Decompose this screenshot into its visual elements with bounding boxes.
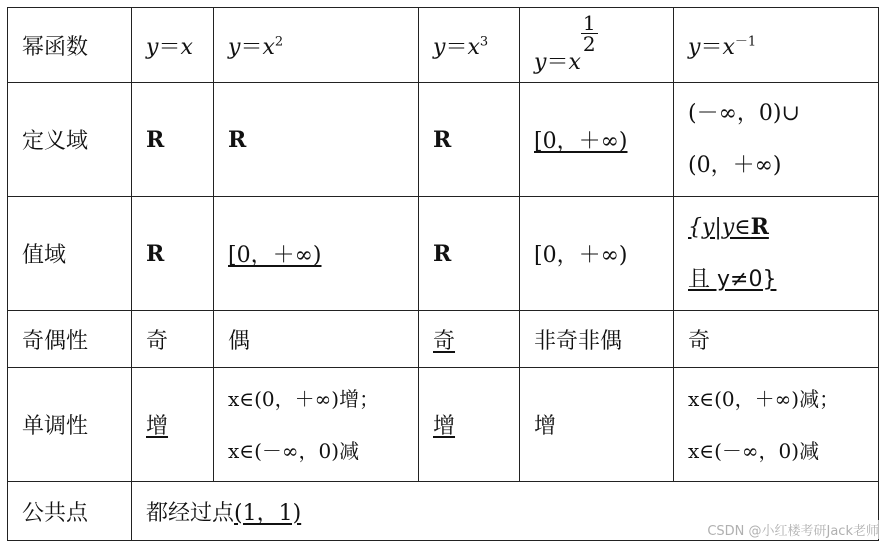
- range-label-cell: [8, 197, 132, 311]
- domain-c4: [0，＋∞): [520, 83, 674, 197]
- range-c2: [0，＋∞): [214, 197, 419, 311]
- monotonicity-c5: x∈(0，＋∞)减； x∈(－∞，0)减: [674, 368, 879, 482]
- header-f1-cell: [132, 8, 214, 83]
- domain-c3: R: [419, 83, 520, 197]
- domain-label-cell: [8, 83, 132, 197]
- row-label-common-point: 公共点: [22, 500, 89, 526]
- range-c3: R: [419, 197, 520, 311]
- range-row: [8, 197, 879, 311]
- monotonicity-c3: 增: [419, 368, 520, 482]
- monotonicity-c2: x∈(0，＋∞)增； x∈(－∞，0)减: [214, 368, 419, 482]
- row-label-range: 值域: [22, 243, 67, 268]
- range-c4: [0，＋∞): [520, 197, 674, 311]
- monotonicity-row: [8, 368, 879, 482]
- common-point-label-cell: [8, 482, 132, 541]
- domain-c2: R: [214, 83, 419, 197]
- row-label-monotonicity: 单调性: [22, 414, 89, 439]
- fraction-exponent: $\frac{1}{2}$: [582, 10, 596, 56]
- header-f2-cell: [214, 8, 419, 83]
- header-f3-cell: [419, 8, 520, 83]
- parity-c1: 奇: [132, 311, 214, 368]
- watermark: CSDN @小红楼考研Jack老师: [707, 520, 879, 539]
- monotonicity-label-cell: [8, 368, 132, 482]
- domain-c5: (－∞，0)∪ (0，＋∞): [674, 83, 879, 197]
- parity-c3: 奇: [419, 311, 520, 368]
- common-point-value: 都经过点(1，1): [132, 482, 879, 541]
- formula-f4: y＝x: [534, 49, 581, 75]
- row-label-power-function: 幂函数: [22, 34, 89, 60]
- parity-c5: 奇: [674, 311, 879, 368]
- header-label-cell: [8, 8, 132, 83]
- formula-f2: $y=x^2$: [228, 34, 284, 60]
- domain-c1: R: [132, 83, 214, 197]
- formula-f1: y＝x: [146, 34, 193, 60]
- header-f4-cell: [520, 8, 674, 83]
- parity-c4: 非奇非偶: [520, 311, 674, 368]
- formula-f3: $y=x^3$: [433, 34, 489, 60]
- row-label-domain: 定义域: [22, 129, 89, 154]
- header-f5-cell: [674, 8, 879, 83]
- header-row: [8, 8, 879, 83]
- parity-c2: 偶: [214, 311, 419, 368]
- row-label-parity: 奇偶性: [22, 328, 89, 354]
- monotonicity-c1: 增: [132, 368, 214, 482]
- parity-label-cell: [8, 311, 132, 368]
- range-c1: R: [132, 197, 214, 311]
- power-function-table: [7, 7, 879, 541]
- monotonicity-c4: 增: [520, 368, 674, 482]
- range-c5: {y|y∈R 且 y≠0}: [674, 197, 879, 311]
- formula-f5: $y=x^{-1}$: [688, 34, 757, 60]
- domain-row: [8, 83, 879, 197]
- parity-row: [8, 311, 879, 368]
